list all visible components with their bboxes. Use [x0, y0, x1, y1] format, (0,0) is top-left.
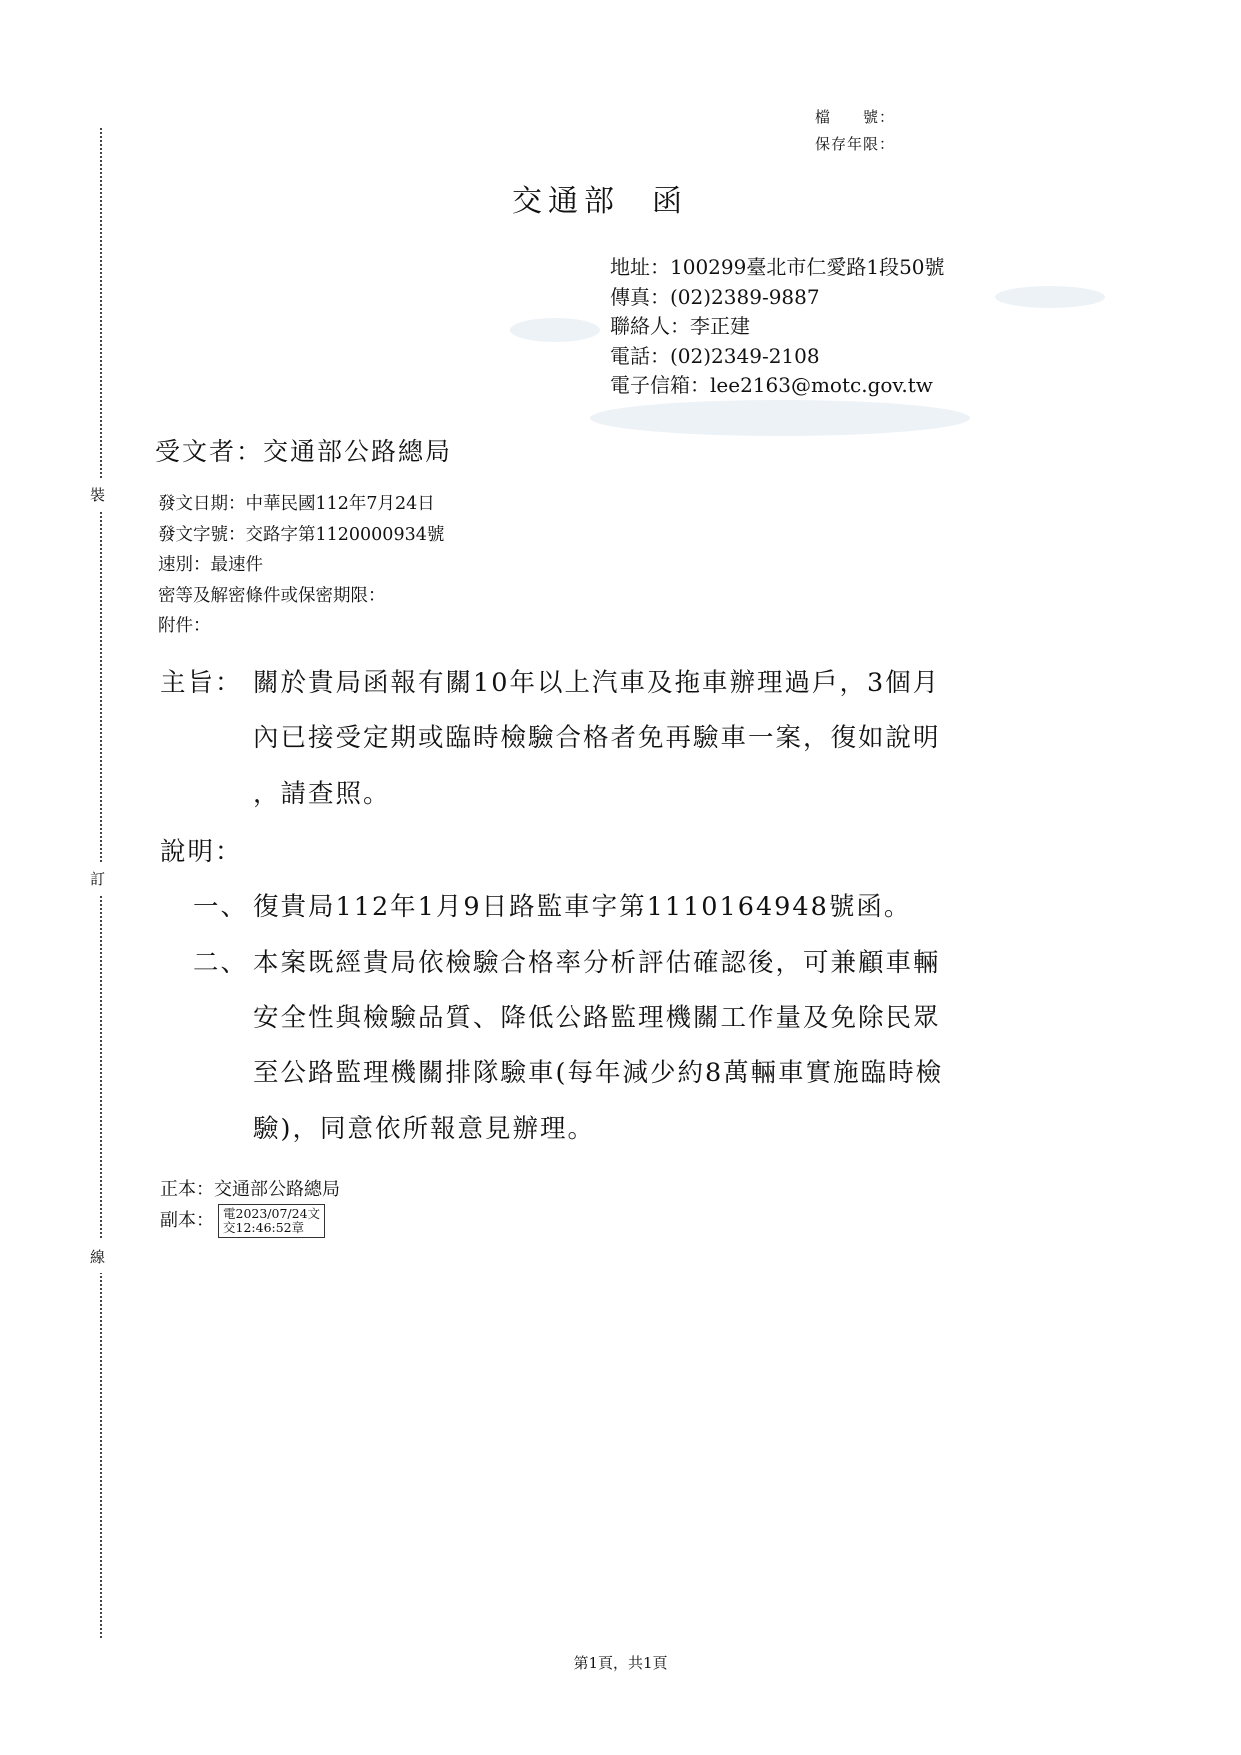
contact-person-line: 聯絡人：李正建	[610, 314, 750, 338]
document-type: 函	[652, 184, 688, 219]
issue-date: 發文日期：中華民國112年7月24日	[158, 494, 435, 514]
copies-section	[160, 1175, 340, 1238]
original-recipient: 正本：交通部公路總局	[160, 1179, 340, 1200]
explanation-item-line: 驗)，同意依所報意見辦理。	[253, 1114, 595, 1144]
binding-mark-xian: 線	[90, 1240, 105, 1273]
email-line: 電子信箱：lee2163@motc.gov.tw	[610, 373, 933, 397]
file-info	[815, 104, 895, 158]
subject-line: 內已接受定期或臨時檢驗合格者免再驗車一案，復如說明	[253, 723, 941, 753]
retention-period-label: 保存年限：	[815, 135, 896, 153]
phone-line: 電話：(02)2349-2108	[610, 343, 820, 368]
fax-line: 傳真：(02)2389-9887	[610, 284, 820, 309]
copy-recipient	[160, 1204, 340, 1238]
secrecy-level: 密等及解密條件或保密期限：	[158, 585, 386, 606]
explanation-item-line: 安全性與檢驗品質、降低公路監理機關工作量及免除民眾	[253, 1003, 941, 1033]
document-metadata	[158, 489, 444, 642]
explanation-item-marker: 一、	[193, 892, 249, 922]
subject-label: 主旨：	[160, 668, 243, 698]
agency-name: 交通部	[512, 184, 620, 219]
copy-label: 副本：	[160, 1210, 214, 1231]
address-line: 地址：100299臺北市仁愛路1段50號	[610, 255, 945, 279]
stamp-line: 電2023/07/24文	[223, 1206, 321, 1221]
scan-smudge	[995, 286, 1105, 308]
speed-category: 速別：最速件	[158, 555, 263, 575]
explanation-label: 說明：	[160, 837, 243, 867]
explanation-item-line: 本案既經貴局依檢驗合格率分析評估確認後，可兼顧車輛	[253, 948, 941, 978]
explanation-item-line: 至公路監理機關排隊驗車(每年減少約8萬輛車實施臨時檢	[253, 1058, 944, 1088]
scan-smudge	[590, 400, 970, 436]
binding-mark-zhuang: 裝	[90, 478, 105, 511]
binding-mark-ding: 訂	[90, 862, 105, 895]
recipient: 受文者：交通部公路總局	[155, 437, 453, 466]
document-number: 發文字號：交路字第1120000934號	[158, 524, 445, 545]
archive-number-label: 檔 號：	[815, 108, 896, 126]
document-title	[512, 176, 688, 220]
explanation-item-marker: 二、	[193, 948, 249, 978]
scan-smudge	[510, 318, 600, 342]
subject-line: ，請查照。	[253, 779, 391, 809]
electronic-seal-stamp	[218, 1204, 325, 1238]
attachment: 附件：	[158, 616, 211, 636]
explanation-item-line: 復貴局112年1月9日路監車字第1110164948號函。	[253, 892, 912, 922]
subject-line: 關於貴局函報有關10年以上汽車及拖車辦理過戶，3個月	[253, 668, 941, 698]
stamp-line: 交12:46:52章	[223, 1220, 305, 1235]
contact-block	[610, 253, 945, 401]
page-number: 第1頁，共1頁	[573, 1654, 668, 1672]
